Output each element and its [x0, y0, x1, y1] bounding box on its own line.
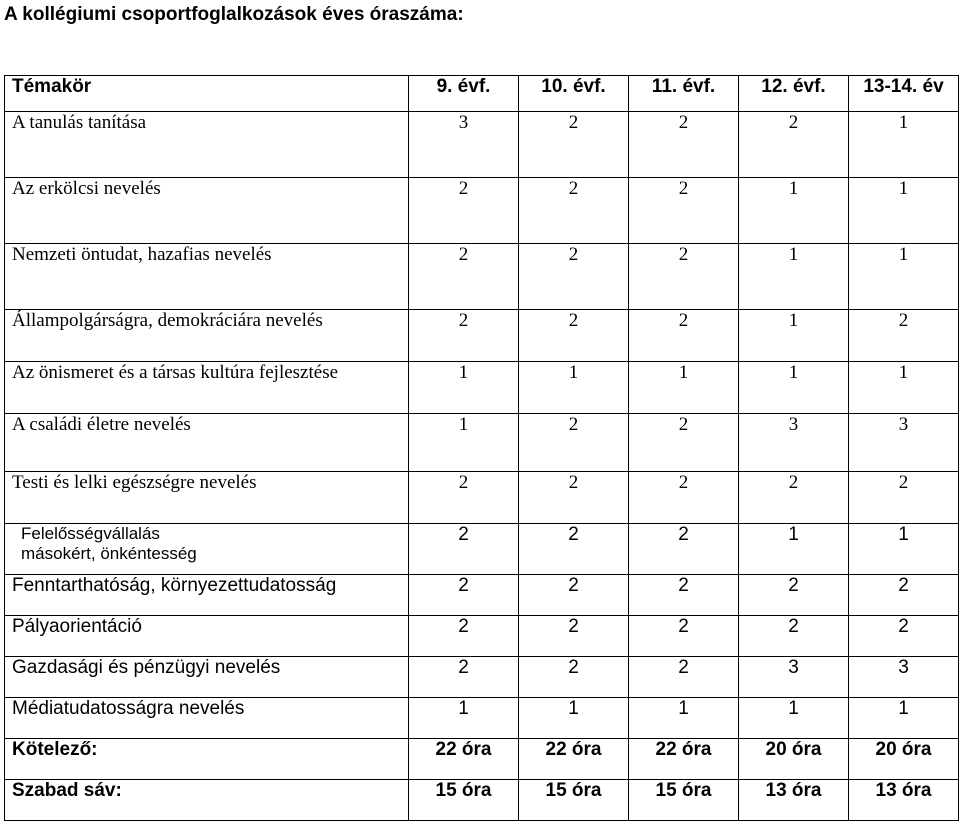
szabad-sav-label: Szabad sáv:	[5, 780, 409, 821]
value-cell: 1	[849, 112, 959, 178]
value-cell: 2	[409, 472, 519, 524]
table-row	[5, 698, 959, 739]
table-row	[5, 414, 959, 472]
value-cell: 2	[629, 575, 739, 616]
topic-line-2: másokért, önkéntesség	[21, 544, 197, 563]
value-cell: 2	[409, 178, 519, 244]
topic-cell: A családi életre nevelés	[5, 414, 409, 472]
topic-cell: Nemzeti öntudat, hazafias nevelés	[5, 244, 409, 310]
value-cell: 2	[629, 657, 739, 698]
value-cell: 3	[409, 112, 519, 178]
szabad-sav-value: 13 óra	[849, 780, 959, 821]
value-cell: 2	[629, 616, 739, 657]
value-cell: 2	[739, 472, 849, 524]
value-cell: 1	[519, 698, 629, 739]
value-cell: 2	[629, 472, 739, 524]
szabad-sav-value: 15 óra	[519, 780, 629, 821]
value-cell: 1	[849, 178, 959, 244]
value-cell: 2	[519, 616, 629, 657]
value-cell: 2	[409, 524, 519, 575]
table-row	[5, 575, 959, 616]
value-cell: 2	[849, 616, 959, 657]
value-cell: 1	[739, 244, 849, 310]
value-cell: 2	[739, 575, 849, 616]
value-cell: 1	[409, 698, 519, 739]
table-row	[5, 362, 959, 414]
value-cell: 2	[629, 178, 739, 244]
value-cell: 3	[849, 657, 959, 698]
table-row	[5, 310, 959, 362]
value-cell: 1	[519, 362, 629, 414]
kotelezo-value: 22 óra	[409, 739, 519, 780]
value-cell: 2	[849, 472, 959, 524]
table-row	[5, 657, 959, 698]
kotelezo-label: Kötelező:	[5, 739, 409, 780]
value-cell: 1	[739, 362, 849, 414]
topic-line-1: Felelősségvállalás	[21, 524, 160, 543]
header-cell-grade-12: 12. évf.	[739, 76, 849, 112]
topic-cell: Az erkölcsi nevelés	[5, 178, 409, 244]
table-row	[5, 472, 959, 524]
value-cell: 2	[739, 616, 849, 657]
kotelezo-value: 20 óra	[849, 739, 959, 780]
value-cell: 1	[849, 524, 959, 575]
topic-cell: Gazdasági és pénzügyi nevelés	[5, 657, 409, 698]
value-cell: 1	[629, 698, 739, 739]
value-cell: 2	[629, 112, 739, 178]
table-row-kotelezo	[5, 739, 959, 780]
value-cell: 2	[629, 414, 739, 472]
value-cell: 1	[849, 698, 959, 739]
value-cell: 2	[409, 616, 519, 657]
topic-cell: Pályaorientáció	[5, 616, 409, 657]
value-cell: 2	[519, 657, 629, 698]
topic-cell: Állampolgárságra, demokráciára nevelés	[5, 310, 409, 362]
value-cell: 1	[849, 362, 959, 414]
value-cell: 2	[409, 244, 519, 310]
topic-cell	[5, 524, 409, 575]
header-cell-grade-10: 10. évf.	[519, 76, 629, 112]
value-cell: 2	[629, 244, 739, 310]
value-cell: 2	[739, 112, 849, 178]
value-cell: 2	[849, 575, 959, 616]
header-cell-grade-9: 9. évf.	[409, 76, 519, 112]
value-cell: 3	[849, 414, 959, 472]
table-row	[5, 178, 959, 244]
table-row	[5, 616, 959, 657]
value-cell: 1	[739, 310, 849, 362]
value-cell: 2	[849, 310, 959, 362]
value-cell: 2	[519, 310, 629, 362]
value-cell: 2	[519, 575, 629, 616]
value-cell: 2	[519, 178, 629, 244]
value-cell: 2	[629, 310, 739, 362]
table-row	[5, 524, 959, 575]
table-row-szabad-sav	[5, 780, 959, 821]
value-cell: 2	[409, 310, 519, 362]
szabad-sav-value: 15 óra	[629, 780, 739, 821]
topic-cell: Az önismeret és a társas kultúra fejlesztése	[5, 362, 409, 414]
topic-cell: Médiatudatosságra nevelés	[5, 698, 409, 739]
value-cell: 1	[739, 698, 849, 739]
value-cell: 2	[519, 414, 629, 472]
table-row	[5, 112, 959, 178]
topic-cell: Fenntarthatóság, környezettudatosság	[5, 575, 409, 616]
document-title: A kollégiumi csoportfoglalkozások éves óraszáma:	[4, 4, 464, 25]
kotelezo-value: 20 óra	[739, 739, 849, 780]
value-cell: 3	[739, 657, 849, 698]
value-cell: 1	[409, 362, 519, 414]
value-cell: 1	[739, 178, 849, 244]
value-cell: 1	[409, 414, 519, 472]
value-cell: 2	[409, 575, 519, 616]
value-cell: 1	[739, 524, 849, 575]
kotelezo-value: 22 óra	[519, 739, 629, 780]
table-header-row	[5, 76, 959, 112]
szabad-sav-value: 15 óra	[409, 780, 519, 821]
value-cell: 2	[519, 472, 629, 524]
hours-table	[4, 75, 959, 821]
value-cell: 1	[849, 244, 959, 310]
value-cell: 2	[629, 524, 739, 575]
value-cell: 2	[519, 524, 629, 575]
header-cell-topic: Témakör	[5, 76, 409, 112]
szabad-sav-value: 13 óra	[739, 780, 849, 821]
value-cell: 2	[519, 244, 629, 310]
value-cell: 2	[409, 657, 519, 698]
topic-cell: Testi és lelki egészségre nevelés	[5, 472, 409, 524]
value-cell: 2	[519, 112, 629, 178]
header-cell-grade-11: 11. évf.	[629, 76, 739, 112]
topic-cell: A tanulás tanítása	[5, 112, 409, 178]
value-cell: 3	[739, 414, 849, 472]
header-cell-grade-13-14: 13-14. év	[849, 76, 959, 112]
kotelezo-value: 22 óra	[629, 739, 739, 780]
table-row	[5, 244, 959, 310]
value-cell: 1	[629, 362, 739, 414]
